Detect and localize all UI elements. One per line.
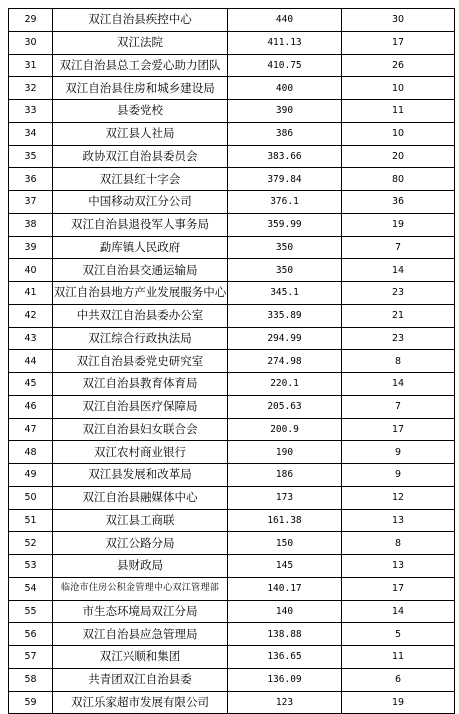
amount-cell: 200.9 <box>228 418 342 441</box>
table-row <box>9 259 455 282</box>
count-cell: 10 <box>342 122 455 145</box>
amount-cell: 376.1 <box>228 191 342 214</box>
organization-name-cell: 双江自治县应急管理局 <box>53 623 228 646</box>
rank-cell: 57 <box>9 646 53 669</box>
amount-cell: 205.63 <box>228 395 342 418</box>
organization-name-cell: 双江县红十字会 <box>53 168 228 191</box>
rank-cell: 56 <box>9 623 53 646</box>
table-row <box>9 532 455 555</box>
amount-cell: 186 <box>228 464 342 487</box>
table-row <box>9 304 455 327</box>
count-cell: 11 <box>342 646 455 669</box>
organization-name-cell: 双江自治县住房和城乡建设局 <box>53 77 228 100</box>
table-row <box>9 600 455 623</box>
amount-cell: 400 <box>228 77 342 100</box>
amount-cell: 350 <box>228 236 342 259</box>
amount-cell: 173 <box>228 486 342 509</box>
table-row <box>9 282 455 305</box>
organization-name-cell: 双江自治县交通运输局 <box>53 259 228 282</box>
amount-cell: 161.38 <box>228 509 342 532</box>
table-row <box>9 623 455 646</box>
count-cell: 23 <box>342 282 455 305</box>
organization-name-cell: 双江自治县总工会爱心助力团队 <box>53 54 228 77</box>
organization-name-cell: 中共双江自治县委办公室 <box>53 304 228 327</box>
organization-name-cell: 政协双江自治县委员会 <box>53 145 228 168</box>
table-row <box>9 646 455 669</box>
organization-name-cell: 勐库镇人民政府 <box>53 236 228 259</box>
table-row <box>9 441 455 464</box>
organization-name-cell: 双江自治县医疗保障局 <box>53 395 228 418</box>
count-cell: 19 <box>342 691 455 714</box>
rank-cell: 59 <box>9 691 53 714</box>
table-row <box>9 577 455 600</box>
rank-cell: 46 <box>9 395 53 418</box>
organization-name-cell: 双江农村商业银行 <box>53 441 228 464</box>
table-row <box>9 54 455 77</box>
table-row <box>9 486 455 509</box>
rank-cell: 33 <box>9 100 53 123</box>
table-row <box>9 418 455 441</box>
count-cell: 5 <box>342 623 455 646</box>
organization-name-cell: 双江自治县疾控中心 <box>53 9 228 32</box>
rank-cell: 44 <box>9 350 53 373</box>
table-row <box>9 191 455 214</box>
organization-name-cell: 共青团双江自治县委 <box>53 668 228 691</box>
organization-name-cell: 双江自治县教育体育局 <box>53 373 228 396</box>
count-cell: 9 <box>342 464 455 487</box>
amount-cell: 274.98 <box>228 350 342 373</box>
table-row <box>9 236 455 259</box>
amount-cell: 123 <box>228 691 342 714</box>
count-cell: 30 <box>342 9 455 32</box>
count-cell: 17 <box>342 31 455 54</box>
table-row <box>9 9 455 32</box>
table-row <box>9 555 455 578</box>
table-row <box>9 77 455 100</box>
donation-table-container <box>8 8 454 714</box>
amount-cell: 359.99 <box>228 213 342 236</box>
organization-name-cell: 中国移动双江分公司 <box>53 191 228 214</box>
organization-name-cell: 双江综合行政执法局 <box>53 327 228 350</box>
rank-cell: 58 <box>9 668 53 691</box>
rank-cell: 37 <box>9 191 53 214</box>
amount-cell: 138.88 <box>228 623 342 646</box>
count-cell: 17 <box>342 418 455 441</box>
amount-cell: 294.99 <box>228 327 342 350</box>
rank-cell: 30 <box>9 31 53 54</box>
count-cell: 13 <box>342 555 455 578</box>
table-row <box>9 213 455 236</box>
amount-cell: 345.1 <box>228 282 342 305</box>
count-cell: 80 <box>342 168 455 191</box>
rank-cell: 42 <box>9 304 53 327</box>
amount-cell: 335.89 <box>228 304 342 327</box>
organization-name-cell: 双江乐家超市发展有限公司 <box>53 691 228 714</box>
organization-name-cell: 双江兴顺和集团 <box>53 646 228 669</box>
rank-cell: 51 <box>9 509 53 532</box>
amount-cell: 440 <box>228 9 342 32</box>
count-cell: 21 <box>342 304 455 327</box>
amount-cell: 383.66 <box>228 145 342 168</box>
table-row <box>9 373 455 396</box>
table-row <box>9 100 455 123</box>
organization-name-cell: 双江自治县融媒体中心 <box>53 486 228 509</box>
amount-cell: 145 <box>228 555 342 578</box>
organization-name-cell: 双江自治县退役军人事务局 <box>53 213 228 236</box>
table-row <box>9 350 455 373</box>
count-cell: 10 <box>342 77 455 100</box>
table-row <box>9 168 455 191</box>
rank-cell: 49 <box>9 464 53 487</box>
amount-cell: 386 <box>228 122 342 145</box>
count-cell: 20 <box>342 145 455 168</box>
amount-cell: 410.75 <box>228 54 342 77</box>
amount-cell: 140.17 <box>228 577 342 600</box>
rank-cell: 52 <box>9 532 53 555</box>
table-row <box>9 31 455 54</box>
rank-cell: 43 <box>9 327 53 350</box>
rank-cell: 50 <box>9 486 53 509</box>
rank-cell: 55 <box>9 600 53 623</box>
rank-cell: 48 <box>9 441 53 464</box>
rank-cell: 31 <box>9 54 53 77</box>
amount-cell: 190 <box>228 441 342 464</box>
donation-table <box>8 8 455 714</box>
count-cell: 14 <box>342 600 455 623</box>
table-row <box>9 509 455 532</box>
count-cell: 8 <box>342 350 455 373</box>
rank-cell: 29 <box>9 9 53 32</box>
amount-cell: 136.09 <box>228 668 342 691</box>
count-cell: 19 <box>342 213 455 236</box>
rank-cell: 54 <box>9 577 53 600</box>
organization-name-cell: 双江自治县妇女联合会 <box>53 418 228 441</box>
amount-cell: 220.1 <box>228 373 342 396</box>
organization-name-cell: 双江自治县委党史研究室 <box>53 350 228 373</box>
table-row <box>9 145 455 168</box>
amount-cell: 350 <box>228 259 342 282</box>
count-cell: 14 <box>342 373 455 396</box>
amount-cell: 136.65 <box>228 646 342 669</box>
organization-name-cell: 市生态环境局双江分局 <box>53 600 228 623</box>
rank-cell: 53 <box>9 555 53 578</box>
rank-cell: 35 <box>9 145 53 168</box>
rank-cell: 32 <box>9 77 53 100</box>
amount-cell: 379.84 <box>228 168 342 191</box>
amount-cell: 390 <box>228 100 342 123</box>
rank-cell: 41 <box>9 282 53 305</box>
organization-name-cell: 双江县工商联 <box>53 509 228 532</box>
organization-name-cell: 双江县人社局 <box>53 122 228 145</box>
rank-cell: 40 <box>9 259 53 282</box>
count-cell: 13 <box>342 509 455 532</box>
rank-cell: 36 <box>9 168 53 191</box>
table-row <box>9 122 455 145</box>
organization-name-cell: 县委党校 <box>53 100 228 123</box>
rank-cell: 38 <box>9 213 53 236</box>
count-cell: 9 <box>342 441 455 464</box>
organization-name-cell: 双江公路分局 <box>53 532 228 555</box>
organization-name-cell: 县财政局 <box>53 555 228 578</box>
organization-name-cell: 临沧市住房公积金管理中心双江管理部 <box>53 577 228 600</box>
rank-cell: 45 <box>9 373 53 396</box>
organization-name-cell: 双江县发展和改革局 <box>53 464 228 487</box>
amount-cell: 140 <box>228 600 342 623</box>
table-body <box>9 9 455 714</box>
count-cell: 12 <box>342 486 455 509</box>
count-cell: 6 <box>342 668 455 691</box>
count-cell: 26 <box>342 54 455 77</box>
count-cell: 7 <box>342 395 455 418</box>
rank-cell: 39 <box>9 236 53 259</box>
table-row <box>9 395 455 418</box>
count-cell: 36 <box>342 191 455 214</box>
amount-cell: 150 <box>228 532 342 555</box>
table-row <box>9 464 455 487</box>
rank-cell: 34 <box>9 122 53 145</box>
organization-name-cell: 双江自治县地方产业发展服务中心 <box>53 282 228 305</box>
count-cell: 14 <box>342 259 455 282</box>
count-cell: 17 <box>342 577 455 600</box>
table-row <box>9 691 455 714</box>
count-cell: 8 <box>342 532 455 555</box>
table-row <box>9 327 455 350</box>
amount-cell: 411.13 <box>228 31 342 54</box>
count-cell: 7 <box>342 236 455 259</box>
count-cell: 11 <box>342 100 455 123</box>
table-row <box>9 668 455 691</box>
organization-name-cell: 双江法院 <box>53 31 228 54</box>
count-cell: 23 <box>342 327 455 350</box>
rank-cell: 47 <box>9 418 53 441</box>
